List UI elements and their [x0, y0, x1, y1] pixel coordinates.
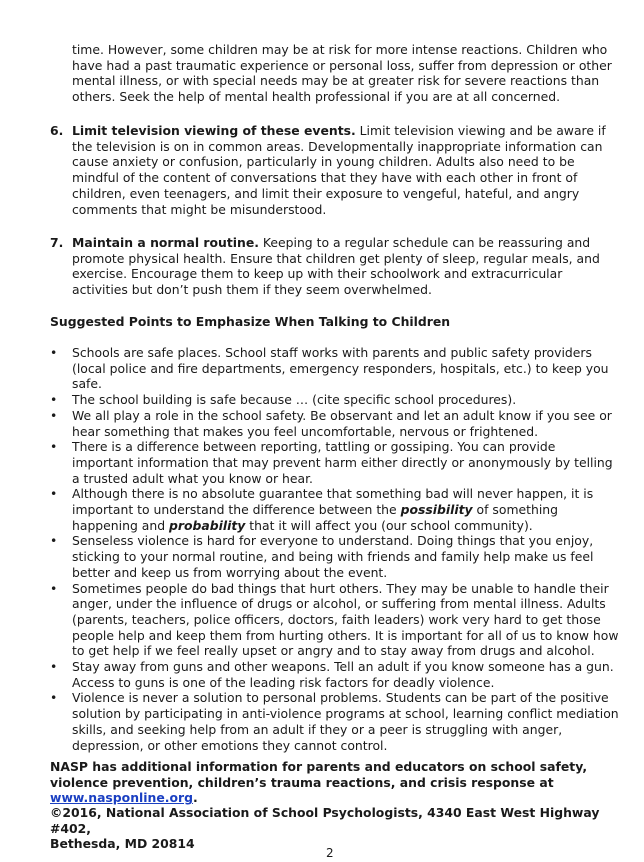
talking-points-list — [50, 345, 620, 753]
list-item — [50, 533, 620, 580]
copyright-notice — [50, 805, 620, 852]
possibility-emphasis: possibility — [400, 502, 473, 518]
bullet-glyph: • — [50, 486, 58, 502]
resources-note — [50, 759, 620, 806]
nasp-website-link[interactable]: www.nasponline.org — [50, 790, 193, 806]
list-item — [50, 392, 620, 408]
list-item-text: Senseless violence is hard for everyone to understand. Doing things that you enjoy, sticking to your normal routine, and being with friends and family help make us feel better and keep us from worrying about the event. — [72, 533, 594, 580]
list-item-text: There is a difference between reporting, tattling or gossiping. You can provide important information that may prevent harm either directly or anonymously by telling a trusted adult what you know or hear. — [72, 439, 613, 486]
list-item-text: The school building is safe because … (cite specific school procedures). — [72, 392, 517, 408]
bullet-glyph: • — [50, 659, 58, 675]
intro-continuation-paragraph: time. However, some children may be at risk for more intense reactions. Children who have had a past traumatic experience or personal loss, suffer from depression or other mental illness, or with special needs may be at greater risk for severe reactions than others. Seek the help of mental health professional if you are at all concerned. — [72, 42, 612, 105]
copyright-line-2: Bethesda, MD 20814 — [50, 836, 195, 852]
text-run: of something happening and — [72, 502, 559, 533]
list-item — [50, 408, 620, 439]
item-7-paragraph — [72, 235, 620, 298]
bullet-glyph: • — [50, 580, 58, 596]
resources-note-text: NASP has additional information for parents and educators on school safety, violence prevention, children’s trauma reactions, and crisis response at — [50, 759, 588, 790]
list-item — [50, 659, 620, 690]
item-7-number: 7. — [50, 235, 64, 250]
item-7-title: Maintain a normal routine. — [72, 235, 259, 250]
list-item-text: We all play a role in the school safety. Be observant and let an adult know if you see or hear something that makes you feel uncomfortable, nervous or frightened. — [72, 407, 612, 439]
list-item — [50, 345, 620, 392]
list-item — [50, 690, 620, 753]
bullet-glyph: • — [50, 407, 58, 423]
page-number: 2 — [326, 846, 334, 860]
item-7-body: Keeping to a regular schedule can be reassuring and promote physical health. Ensure that children get plenty of sleep, regular meals, and exercise. Encourage them to keep up with their schoolwork and extracurricular activities but don’t push them if they seem overwhelmed. — [72, 235, 600, 298]
copyright-line-1: ©2016, National Association of School Psychologists, 4340 East West Highway #402, — [50, 805, 600, 836]
item-6-body: Limit television viewing and be aware if the television is on in common areas. Developmentally inappropriate information can cause anxiety or confusion, particularly in young children. Adults also need to be mindful of the content of conversations that they have with each other in front of children, even teenagers, and limit their exposure to vengeful, hateful, and angry comments that might be misunderstood. — [72, 123, 606, 217]
bullet-glyph: • — [50, 392, 58, 408]
bullet-glyph: • — [50, 439, 58, 455]
list-item-text: Stay away from guns and other weapons. Tell an adult if you know someone has a gun. Access to guns is one of the leading risk factors for deadly violence. — [72, 659, 614, 690]
list-item-text: Schools are safe places. School staff works with parents and public safety providers (local police and fire departments, emergency responders, hospitals, etc.) to keep you safe. — [72, 345, 609, 392]
bullet-glyph: • — [50, 690, 58, 706]
list-item — [50, 439, 620, 486]
list-item-text: Sometimes people do bad things that hurt others. They may be unable to handle their anger, under the influence of drugs or alcohol, or suffering from mental illness. Adults (parents, teachers, police officers, doctors, faith leaders) work very hard to get those people help and keep them from hurting others. It is important for all of us to know how to get help if we feel really upset or angry and to stay away from drugs and alcohol. — [72, 580, 619, 659]
list-item — [50, 581, 620, 660]
list-item — [50, 486, 620, 533]
bullet-glyph: • — [50, 345, 58, 360]
text-run: that it will affect you (our school community). — [245, 517, 533, 533]
item-6-title: Limit television viewing of these events. — [72, 123, 356, 138]
item-6-paragraph — [72, 123, 620, 217]
list-item-text: Violence is never a solution to personal problems. Students can be part of the positive solution by participating in anti-violence programs at school, learning conflict mediation skills, and seeking help from an adult if they or a peer is struggling with anger, depression, or other emotions they cannot control. — [72, 690, 619, 753]
section-heading: Suggested Points to Emphasize When Talking to Children — [50, 314, 451, 329]
bullet-glyph: • — [50, 533, 58, 549]
item-6-number: 6. — [50, 123, 64, 138]
list-item-text — [72, 486, 593, 532]
resources-note-period: . — [192, 790, 198, 806]
probability-emphasis: probability — [169, 517, 246, 533]
text-run: Although there is no absolute guarantee that something bad will never happen, it is important to understand the difference between the — [72, 486, 594, 518]
